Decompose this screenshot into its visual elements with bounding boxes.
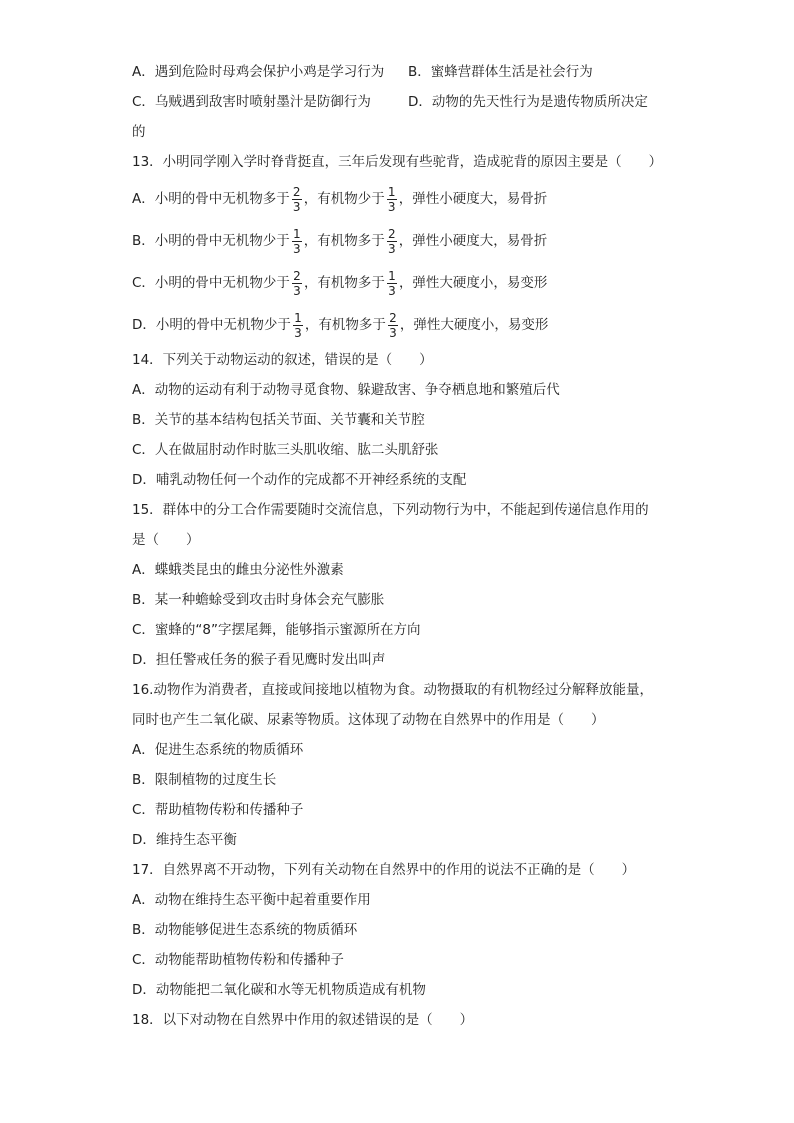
q15-option-c: C．蜜蜂的“8”字摆尾舞，能够指示蜜源所在方向 <box>132 622 421 638</box>
q15-stem-line2: 是（ ） <box>132 532 200 548</box>
q13-stem: 13．小明同学刚入学时脊背挺直，三年后发现有些驼背，造成驼背的原因主要是（ ） <box>132 154 663 170</box>
q13-c-suffix: ，弹性大硬度小，易变形 <box>398 275 548 291</box>
q13-b-middle: ，有机物多于 <box>303 233 385 249</box>
fraction-numerator: 1 <box>292 226 301 241</box>
q16-stem-line1: 16.动物作为消费者，直接或间接地以植物为食。动物摄取的有机物经过分解释放能量， <box>132 682 653 698</box>
fraction-denominator: 3 <box>294 325 302 340</box>
q13-a-suffix: ，弹性小硬度大，易骨折 <box>398 191 548 207</box>
q14-stem: 14．下列关于动物运动的叙述，错误的是（ ） <box>132 352 433 368</box>
q17-option-d: D．动物能把二氧化碳和水等无机物质造成有机物 <box>132 982 426 998</box>
fraction <box>292 269 302 298</box>
q13-b-suffix: ，弹性小硬度大，易骨折 <box>398 233 548 249</box>
q15-option-a: A．蝶蛾类昆虫的雌虫分泌性外激素 <box>132 562 344 578</box>
q13-a-prefix: A．小明的骨中无机物多于 <box>132 191 290 207</box>
fraction <box>388 311 398 340</box>
q13-d-middle: ，有机物多于 <box>304 317 386 333</box>
q16-stem-line2: 同时也产生二氧化碳、尿素等物质。这体现了动物在自然界中的作用是（ ） <box>132 712 605 728</box>
q13-option-d <box>132 308 672 342</box>
fraction-denominator: 3 <box>292 199 301 214</box>
fraction-numerator: 2 <box>292 184 301 199</box>
q16-option-b: B．限制植物的过度生长 <box>132 772 277 788</box>
q13-option-c <box>132 266 672 300</box>
q12-option-d-continuation: 的 <box>132 124 146 140</box>
q13-option-b <box>132 224 672 258</box>
q13-a-middle: ，有机物少于 <box>303 191 385 207</box>
q12-row-cd <box>132 92 672 112</box>
q13-d-prefix: D．小明的骨中无机物少于 <box>132 317 291 333</box>
q13-d-suffix: ，弹性大硬度小，易变形 <box>399 317 549 333</box>
fraction-numerator: 2 <box>293 268 301 283</box>
q12-row-ab <box>132 62 672 82</box>
fraction-numerator: 2 <box>389 310 397 325</box>
q17-stem: 17．自然界离不开动物，下列有关动物在自然界中的作用的说法不正确的是（ ） <box>132 862 636 878</box>
q13-option-a <box>132 182 672 216</box>
fraction <box>387 227 397 256</box>
q12-option-c: C．乌贼遇到敌害时喷射墨汁是防御行为 <box>132 94 371 110</box>
fraction-numerator: 1 <box>294 310 302 325</box>
q13-c-middle: ，有机物多于 <box>303 275 385 291</box>
q13-b-prefix: B．小明的骨中无机物少于 <box>132 233 290 249</box>
q14-option-c: C．人在做屈肘动作时肱三头肌收缩、肱二头肌舒张 <box>132 442 439 458</box>
fraction-numerator: 1 <box>387 184 396 199</box>
fraction-numerator: 2 <box>387 226 396 241</box>
q14-option-d: D．哺乳动物任何一个动作的完成都不开神经系统的支配 <box>132 472 467 488</box>
fraction <box>293 311 303 340</box>
q12-option-b: B．蜜蜂营群体生活是社会行为 <box>408 64 593 80</box>
q14-option-a: A．动物的运动有利于动物寻觅食物、躲避敌害、争夺栖息地和繁殖后代 <box>132 382 560 398</box>
q12-option-a: A．遇到危险时母鸡会保护小鸡是学习行为 <box>132 64 385 80</box>
fraction-denominator: 3 <box>387 199 396 214</box>
q15-option-b: B．某一种蟾蜍受到攻击时身体会充气膨胀 <box>132 592 385 608</box>
q14-option-b: B．关节的基本结构包括关节面、关节囊和关节腔 <box>132 412 425 428</box>
q16-option-c: C．帮助植物传粉和传播种子 <box>132 802 304 818</box>
q15-option-d: D．担任警戒任务的猴子看见鹰时发出叫声 <box>132 652 386 668</box>
fraction-denominator: 3 <box>292 241 301 256</box>
q17-option-c: C．动物能帮助植物传粉和传播种子 <box>132 952 344 968</box>
q13-c-prefix: C．小明的骨中无机物少于 <box>132 275 290 291</box>
q16-option-a: A．促进生态系统的物质循环 <box>132 742 304 758</box>
fraction-numerator: 1 <box>388 268 396 283</box>
fraction-denominator: 3 <box>387 241 396 256</box>
q15-stem-line1: 15．群体中的分工合作需要随时交流信息，下列动物行为中，不能起到传递信息作用的 <box>132 502 649 518</box>
q18-stem: 18．以下对动物在自然界中作用的叙述错误的是（ ） <box>132 1012 474 1028</box>
fraction-denominator: 3 <box>388 283 396 298</box>
fraction <box>292 227 302 256</box>
q17-option-a: A．动物在维持生态平衡中起着重要作用 <box>132 892 371 908</box>
fraction-denominator: 3 <box>293 283 301 298</box>
fraction-denominator: 3 <box>389 325 397 340</box>
q12-option-d: D．动物的先天性行为是遗传物质所决定 <box>408 94 648 110</box>
q17-option-b: B．动物能够促进生态系统的物质循环 <box>132 922 358 938</box>
fraction <box>292 185 302 214</box>
q16-option-d: D．维持生态平衡 <box>132 832 237 848</box>
fraction <box>387 185 397 214</box>
question-list <box>132 62 672 1040</box>
fraction <box>387 269 397 298</box>
